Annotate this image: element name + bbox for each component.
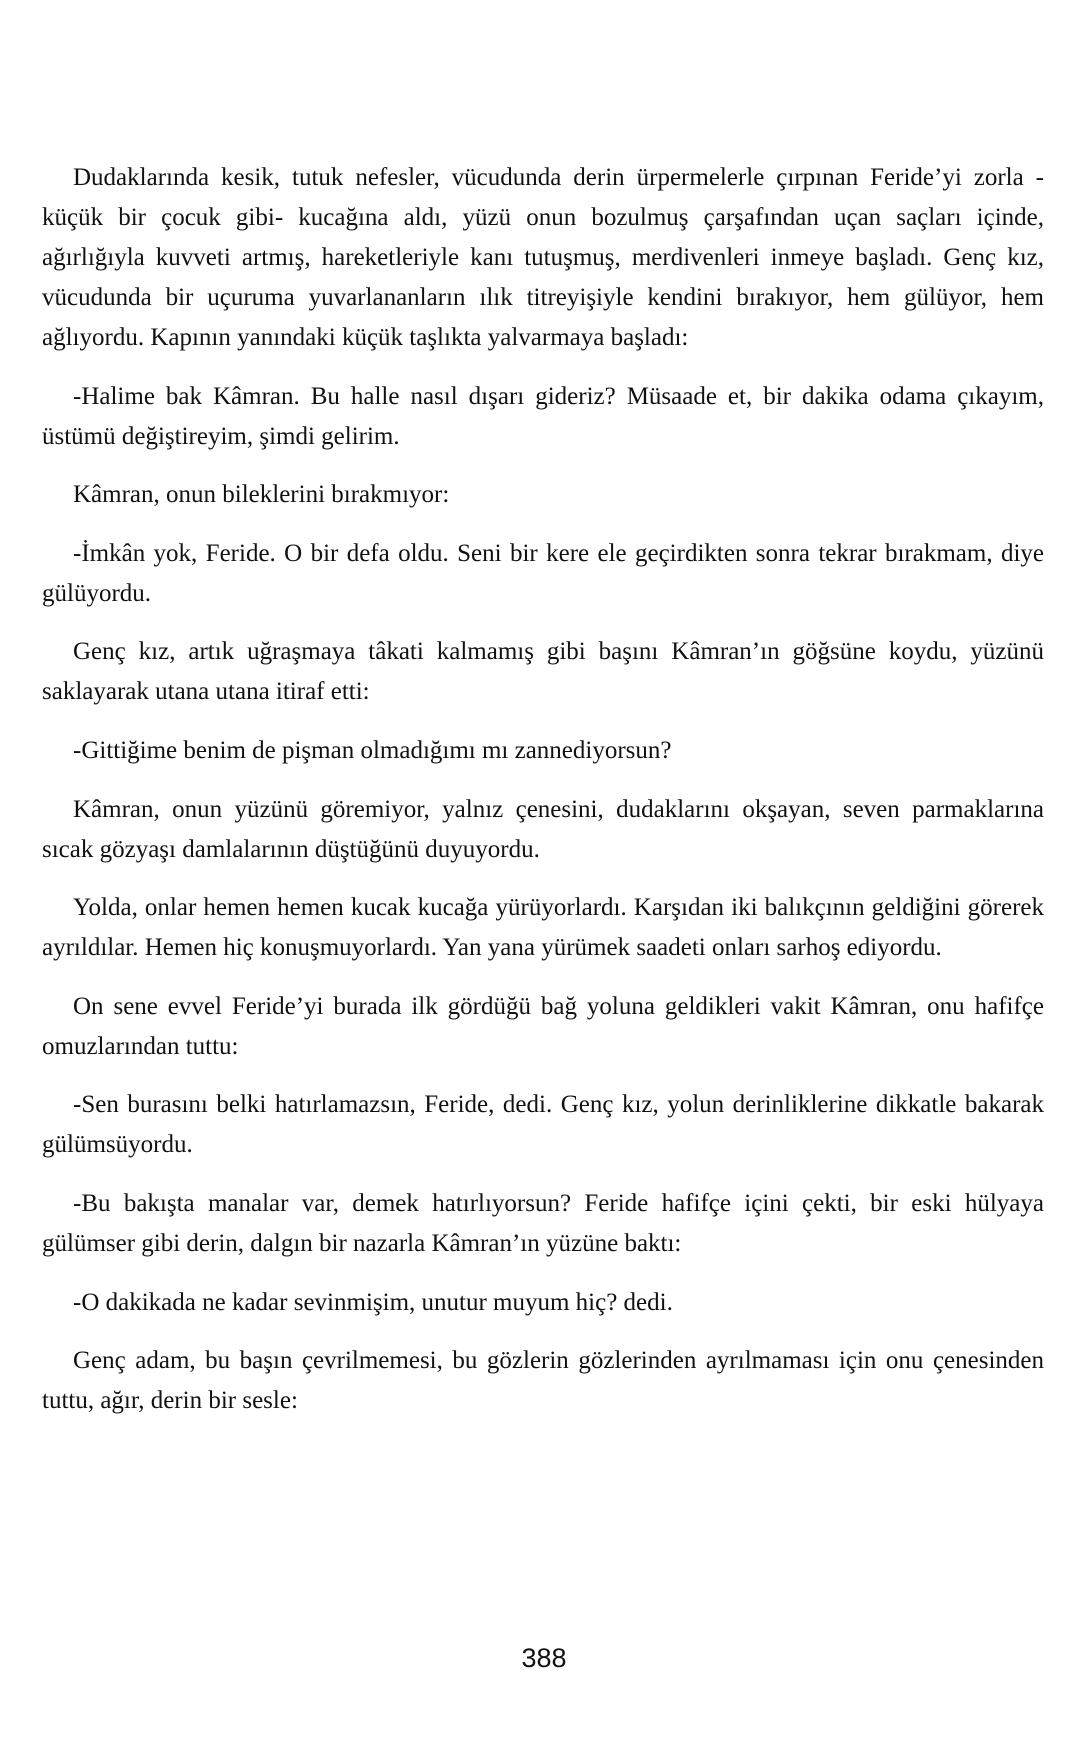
paragraph: -Sen burasını belki hatırlamazsın, Feride, dedi. Genç kız, yolun derinliklerine dikkatle bakarak gülümsüyordu. xyxy=(42,1091,1044,1159)
paragraph: Genç kız, artık uğraşmaya tâkati kalmamış gibi başını Kâmran’ın göğsüne koydu, yüzünü saklayarak utana utana itiraf etti: xyxy=(42,638,1044,706)
page-body-text xyxy=(42,158,1044,1440)
paragraph: -O dakikada ne kadar sevinmişim, unutur muyum hiç? dedi. xyxy=(73,1288,673,1316)
paragraph: -Gittiğime benim de pişman olmadığımı mı zannediyorsun? xyxy=(73,736,672,764)
paragraph: Genç adam, bu başın çevrilmemesi, bu gözlerin gözlerinden ayrılmaması için onu çenesinden tuttu, ağır, derin bir sesle: xyxy=(42,1347,1044,1415)
page-number: 388 xyxy=(521,1643,567,1673)
paragraph: On sene evvel Feride’yi burada ilk gördüğü bağ yoluna geldikleri vakit Kâmran, onu hafifçe omuzlarından tuttu: xyxy=(42,992,1044,1060)
paragraph: -Halime bak Kâmran. Bu halle nasıl dışarı gideriz? Müsaade et, bir dakika odama çıkayım, üstümü değiştireyim, şimdi gelirim. xyxy=(42,382,1044,450)
paragraph: Yolda, onlar hemen hemen kucak kucağa yürüyorlardı. Karşıdan iki balıkçının geldiğini görerek ayrıldılar. Hemen hiç konuşmuyorlardı. Yan yana yürümek saadeti onları sarhoş ediyordu. xyxy=(42,894,1044,962)
paragraph: Kâmran, onun yüzünü göremiyor, yalnız çenesini, dudaklarını okşayan, seven parmaklarına sıcak gözyaşı damlalarının düştüğünü duyuyordu. xyxy=(42,795,1044,863)
paragraph: Dudaklarında kesik, tutuk nefesler, vücudunda derin ürpermelerle çırpınan Feride’yi zorla -küçük bir çocuk gibi- kucağına aldı, yüzü onun bozulmuş çarşafından uçan saçları içinde, ağırlığıyla kuvveti artmış, hareketleriyle kanı tutuşmuş, merdivenleri inmeye başladı. Genç kız, vücudunda bir uçuruma yuvarlananların ılık titreyişiyle kendini bırakıyor, hem gülüyor, hem ağlıyordu. Kapının yanındaki küçük taşlıkta yalvarmaya başladı: xyxy=(42,164,1044,351)
paragraph: -İmkân yok, Feride. O bir defa oldu. Seni bir kere ele geçirdikten sonra tekrar bırakmam, diye gülüyordu. xyxy=(42,539,1044,607)
paragraph: Kâmran, onun bileklerini bırakmıyor: xyxy=(73,481,450,509)
paragraph: -Bu bakışta manalar var, demek hatırlıyorsun? Feride hafifçe içini çekti, bir eski hülyaya gülümser gibi derin, dalgın bir nazarla Kâmran’ın yüzüne baktı: xyxy=(42,1189,1044,1257)
